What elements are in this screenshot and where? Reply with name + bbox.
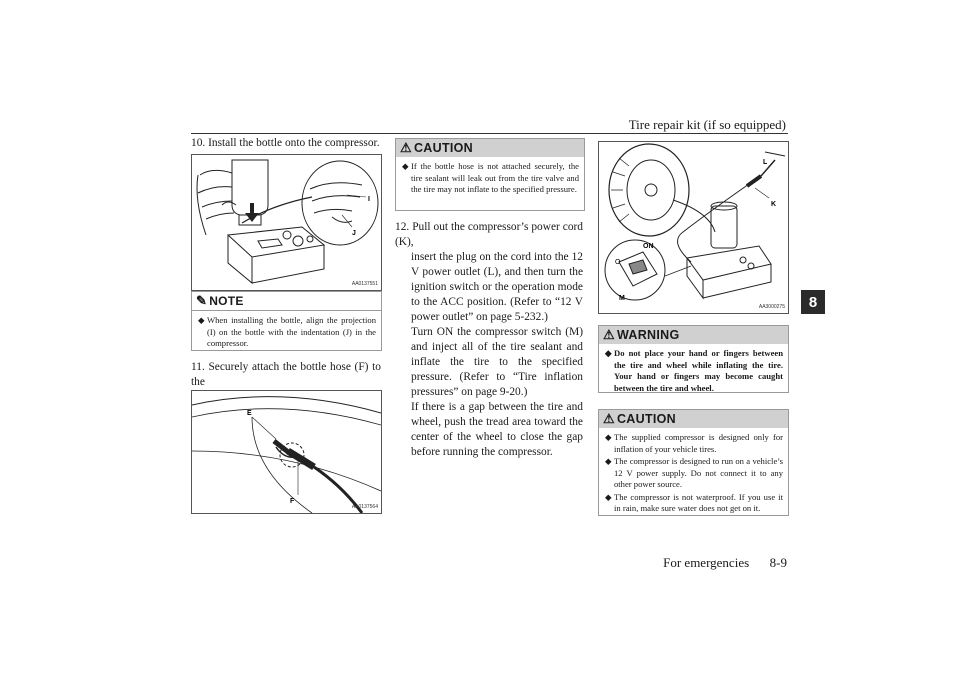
step-12-body <box>395 250 583 460</box>
caution-header <box>396 139 584 157</box>
caution-item: ◆ The supplied compressor is designed only for inflation of your vehicle tires. <box>605 432 783 454</box>
caution-item: ◆ The compressor is designed to run on a vehicle’s 12 V power supply. Do not connect it to any other power source. <box>605 456 783 489</box>
caution-title: CAUTION <box>413 141 474 155</box>
caution-item: ◆ If the bottle hose is not attached securely, the tire sealant will leak out from the tire valve and the tire may not inflate to the specified pressure. <box>402 161 579 194</box>
step-12-para3: If there is a gap between the tire and wheel, push the tread area toward the center of the wheel to close the gap before running the compressor. <box>411 401 583 458</box>
label-i: I <box>368 196 370 203</box>
off-symbol-icon: O <box>615 259 621 266</box>
bullet-icon: ◆ <box>605 348 612 358</box>
warning-item: ◆ Do not place your hand or fingers between the tire and wheel while inflating the tire. Your hand or fingers may become caught between the tire and wheel. <box>605 348 783 393</box>
label-f: F <box>290 498 295 505</box>
step-10: 10. Install the bottle onto the compressor. <box>191 137 380 149</box>
figure-install-bottle <box>191 154 382 291</box>
step-12-first-line: 12. Pull out the compressor’s power cord (K), <box>395 221 583 248</box>
caution-body <box>599 428 788 520</box>
warning-triangle-icon: ⚠ <box>400 140 412 155</box>
caution-title: CAUTION <box>616 412 677 426</box>
page-footer <box>663 555 787 571</box>
pencil-icon: ✎ <box>196 293 208 308</box>
step-12 <box>395 220 583 460</box>
caution-box <box>395 138 585 211</box>
label-k: K <box>771 201 777 208</box>
label-e: E <box>247 410 252 417</box>
note-box <box>191 291 382 351</box>
figure-power-cord <box>598 141 789 314</box>
note-title: NOTE <box>209 294 244 308</box>
warning-body <box>599 344 788 399</box>
caution-item: ◆ The compressor is not waterproof. If you use it in rain, make sure water does not get on it. <box>605 491 783 513</box>
warning-title: WARNING <box>616 328 680 342</box>
page-header-title: Tire repair kit (if so equipped) <box>628 117 786 132</box>
label-on: ON <box>643 243 654 250</box>
step-12-para2: Turn ON the compressor switch (M) and inject all of the tire sealant and inflate the tire to the specified pressure. (Refer to “Tire inflation pressures” on page 9-20.) <box>411 326 583 398</box>
page-number: 8-9 <box>769 555 787 570</box>
caution-header <box>599 410 788 428</box>
warning-header <box>599 326 788 344</box>
attach-hose-illustration <box>192 391 381 513</box>
figure-attach-hose <box>191 390 382 514</box>
caution-body <box>396 157 584 201</box>
figure-code: AA3000275 <box>758 304 785 310</box>
bullet-icon: ◆ <box>605 491 612 502</box>
label-l: L <box>763 159 768 166</box>
note-item: ◆ When installing the bottle, align the projection (I) on the bottle with the indentation (J) in the compressor. <box>198 315 376 348</box>
label-j: J <box>352 230 356 237</box>
bullet-icon: ◆ <box>605 432 612 442</box>
footer-section: For emergencies <box>663 555 750 570</box>
step-11-line1: 11. Securely attach the bottle hose (F) to the <box>191 361 381 388</box>
step-12-para1: insert the plug on the cord into the 12 V power outlet (L), and then turn the ignition switch or the operation mode to the ACC position. (Refer to “12 V power outlet” on page 5-232.) <box>411 251 583 323</box>
section-tab: 8 <box>801 290 825 314</box>
warning-box <box>598 325 789 393</box>
note-body <box>192 311 381 355</box>
figure-code: AA0137564 <box>351 504 378 510</box>
caution-box-2 <box>598 409 789 516</box>
install-bottle-illustration <box>192 155 381 290</box>
label-m: M <box>619 295 625 302</box>
bullet-icon: ◆ <box>198 315 205 325</box>
figure-code: AA0137551 <box>351 281 378 287</box>
bullet-icon: ◆ <box>605 456 612 466</box>
warning-triangle-icon: ⚠ <box>603 411 615 426</box>
power-cord-illustration <box>599 142 788 313</box>
warning-triangle-icon: ⚠ <box>603 327 615 342</box>
note-header <box>192 292 381 311</box>
header-rule <box>191 133 788 134</box>
bullet-icon: ◆ <box>402 161 409 171</box>
